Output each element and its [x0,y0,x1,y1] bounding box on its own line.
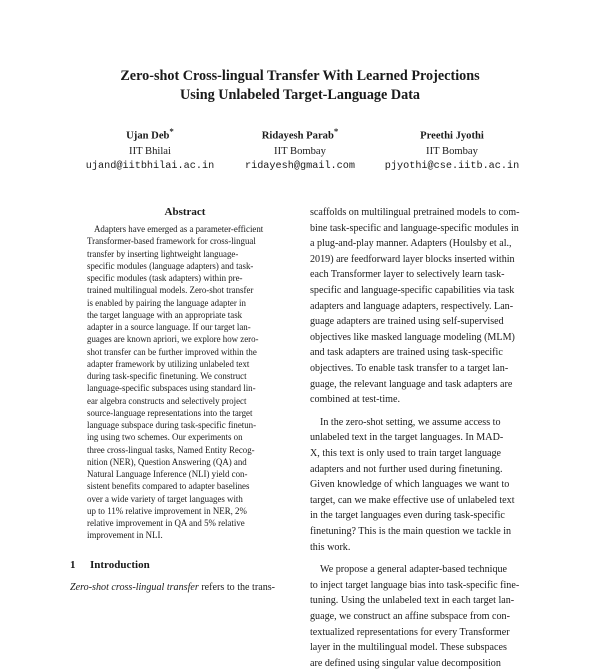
body-line: and task adapters are trained using task-specific [310,347,503,359]
abstract-line: over a wide variety of target languages with [87,493,243,504]
body-line: target, can we make effective use of unlabeled text [310,494,515,506]
author-affiliation: IIT Bhilai [129,145,171,157]
paper-title-line-1: Zero-shot Cross-lingual Transfer With Learned Projections [120,68,480,84]
body-line: objectives. To enable task transfer to a target lan- [310,363,509,374]
body-line: objectives like masked language modeling (MLM) [310,331,515,343]
section-number: 1 [70,559,76,571]
body-line: guage adapters are trained using self-supervised [310,316,504,328]
body-line: layer in the multilingual model. These subspaces [310,642,507,654]
abstract-line: three cross-lingual tasks, Named Entity Recog- [87,444,255,455]
body-line: textualized representations for every Transformer [310,626,510,638]
abstract-line: ing using two schemes. Our experiments on [87,432,243,443]
abstract-line: guages are known apriori, we explore how zero- [87,334,259,345]
abstract-line: relative improvement in QA and 5% relative [87,518,245,528]
abstract-line: improvement in NLI. [87,530,163,541]
body-line: a plug-and-play manner. Adapters (Houlsby et al., [310,238,512,250]
author-affiliation: IIT Bombay [426,145,478,157]
abstract-line: sistent benefits compared to adapter baselines [87,481,250,492]
abstract-line: nition (NER), Question Answering (QA) and [87,456,247,467]
body-line: are defined using singular value decomposition [310,657,501,669]
section-heading [70,559,150,571]
body-line: this work. [310,541,351,553]
abstract-line: Transformer-based framework for cross-lingual [87,236,256,247]
author-email: ridayesh@gmail.com [244,160,356,172]
body-line: adapters and language adapters, respectively. Lan- [310,300,514,312]
abstract-line: up to 11% relative improvement in NER, 2% [87,505,247,516]
body-line: X, this text is only used to train target language [310,448,501,459]
body-line: In the zero-shot setting, we assume access to [320,416,501,428]
abstract-line: is enabled by pairing the language adapter in [87,297,246,308]
abstract-line: ear algebra constructs and selectively project [87,395,247,406]
body-line: Given knowledge of which languages we want to [310,479,510,491]
section-title: Introduction [90,559,150,571]
abstract-line: specific modules (task adapters) within pre- [87,273,243,283]
author-name: Ujan Deb* [126,126,174,142]
author-block [362,124,542,174]
body-line: specific and language-specific capabilities via task [310,285,515,296]
abstract-line: trained multilingual models. Zero-shot transfer [87,285,254,296]
abstract-line: Adapters have emerged as a parameter-efficient [94,224,264,234]
intro-first-line: Zero-shot cross-lingual transfer refers to the trans- [70,582,276,593]
abstract-line: adapter in a source language. If our target lan- [87,322,251,332]
author-email: ujand@iitbhilai.ac.in [85,160,215,172]
body-line: finetuning? This is the main question we tackle in [310,526,512,537]
paper-title-line-2: Using Unlabeled Target-Language Data [179,87,421,103]
body-line: We propose a general adapter-based technique [320,564,508,576]
author-name: Preethi Jyothi [420,130,484,142]
body-line: guage, we construct an affine subspace from con- [310,611,510,622]
abstract-line: shot transfer can be further improved within the [87,346,257,357]
body-line: 2019) are feedforward layer blocks inserted within [310,253,515,265]
abstract-line: language-specific subspaces using standard lin- [87,383,256,394]
body-line: guage, the relevant language and task adapters are [310,378,513,390]
abstract-line: the target language with an appropriate task [87,309,243,320]
body-line: scaffolds on multilingual pretrained models to com- [310,207,520,218]
abstract-line: specific modules (language adapters) and task- [87,260,254,271]
body-line: each Transformer layer to selectively learn task- [310,269,505,281]
author-email: pjyothi@cse.iitb.ac.in [384,160,520,172]
abstract-line: Natural Language Inference (NLI) yield con- [87,469,248,479]
body-line: bine task-specific and language-specific modules in [310,222,519,234]
body-line: in the target languages even during task-specific [310,510,505,522]
abstract-line: adapter framework by utilizing unlabeled text [87,358,250,369]
author-name: Ridayesh Parab* [261,126,339,142]
body-line: to inject target language bias into task-specific fine- [310,579,520,591]
abstract-line: language subspace during task-specific finetun- [87,420,257,430]
body-line: tuning. Using the unlabeled text in each target lan- [310,595,515,607]
abstract-heading: Abstract [164,206,206,218]
body-line: adapters and not further used during finetuning. [310,463,503,475]
abstract-line: transfer by inserting lightweight language- [87,248,239,259]
author-affiliation: IIT Bombay [274,145,326,157]
body-line: combined at test-time. [310,394,400,406]
abstract-line: source-language representations into the target [87,407,253,418]
abstract-line: during task-specific finetuning. We construct [87,371,247,381]
body-line: unlabeled text in the target languages. In MAD- [310,432,504,444]
